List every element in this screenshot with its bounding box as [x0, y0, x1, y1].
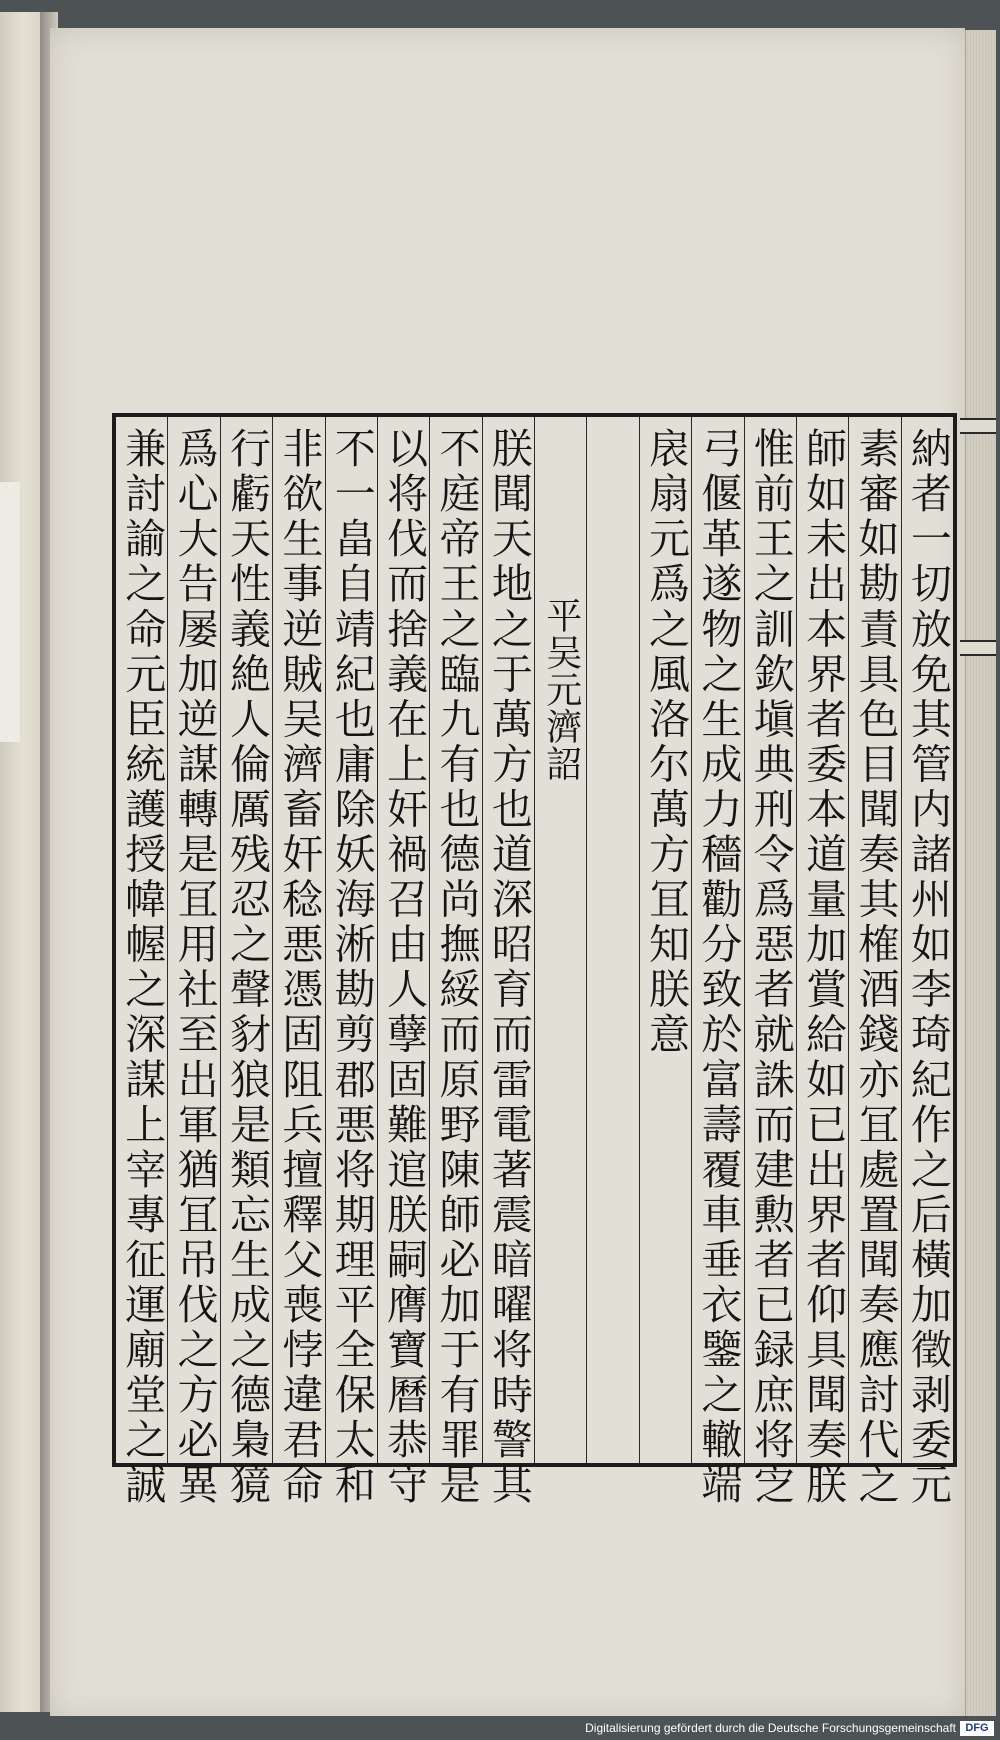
column-text: 以将伐而捨義在上奸禍召由人孽固難逭朕嗣膺寶曆恭守	[380, 427, 429, 1509]
text-columns	[116, 417, 953, 1509]
funding-credit: Digitalisierung gefördert durch die Deutsche Forschungsgemeinschaft	[585, 1721, 956, 1735]
text-column	[272, 417, 324, 1509]
page-tab-marker	[960, 418, 996, 434]
paper-slip	[0, 482, 20, 742]
column-text: 惟前王之訓欽塡典刑令爲惡者就誅而建勲者已録庶将㝎	[746, 427, 795, 1509]
column-text: 朕聞天地之于萬方也道深昭育而雷電著震暗曜将時警其	[484, 427, 533, 1509]
text-column	[220, 417, 272, 1509]
text-column	[482, 417, 534, 1509]
edict-title: 平吴元濟詔	[540, 597, 582, 782]
column-text: 扆扇元爲之風洛尔萬方冝知朕意	[641, 427, 690, 1058]
text-column	[116, 417, 167, 1509]
column-text: 納者一切放免其管内諸州如李琦紀作之后橫加徵剥委元	[903, 427, 952, 1509]
column-text: 兼討諭之命元臣統護授幃幄之深謀上宰專征運廟堂之誠	[118, 427, 167, 1509]
text-column	[901, 417, 953, 1509]
column-text: 不一畠自靖紀也庸除妖海淅勘剪郡悪将期理平全保太和	[327, 427, 376, 1509]
page-stack-edge	[965, 30, 996, 1730]
text-column	[167, 417, 219, 1509]
text-column	[691, 417, 743, 1509]
text-column	[325, 417, 377, 1509]
column-text: 不庭帝王之臨九有也德尚撫綏而原野陳師必加于有罪是	[432, 427, 481, 1509]
printed-text-frame	[112, 413, 957, 1509]
text-column	[377, 417, 429, 1509]
blank-column	[586, 417, 638, 1463]
text-column	[796, 417, 848, 1509]
dfg-logo: DFG	[960, 1721, 994, 1736]
text-column	[744, 417, 796, 1509]
column-text: 非欲生事逆賊吴濟畜奸稔悪憑固阻兵擅釋父喪悖違君命	[275, 427, 324, 1509]
column-text: 弓偃革遂物之生成力穡勸分致於富壽覆車垂衣鑒之轍端	[694, 427, 743, 1509]
text-column	[429, 417, 481, 1509]
column-text: 爲心大告屡加逆謀轉是冝用社至出軍猶冝吊伐之方必異	[170, 427, 219, 1509]
column-text: 素審如勘責具色目聞奏其榷酒錢亦冝處置聞奏應討代之	[851, 427, 900, 1509]
digitization-footer	[0, 1716, 1000, 1740]
facing-page-edge	[0, 12, 41, 1712]
text-column	[639, 417, 691, 1463]
text-column	[848, 417, 900, 1509]
column-text: 行虧天性義絶人倫厲残忍之聲豺狼是類忘生成之德梟獍	[222, 427, 271, 1509]
title-column	[534, 417, 586, 1463]
page-tab-marker	[960, 640, 996, 656]
column-text: 師如未出本界者委本道量加賞給如已出界者仰具聞奏朕	[799, 427, 848, 1509]
